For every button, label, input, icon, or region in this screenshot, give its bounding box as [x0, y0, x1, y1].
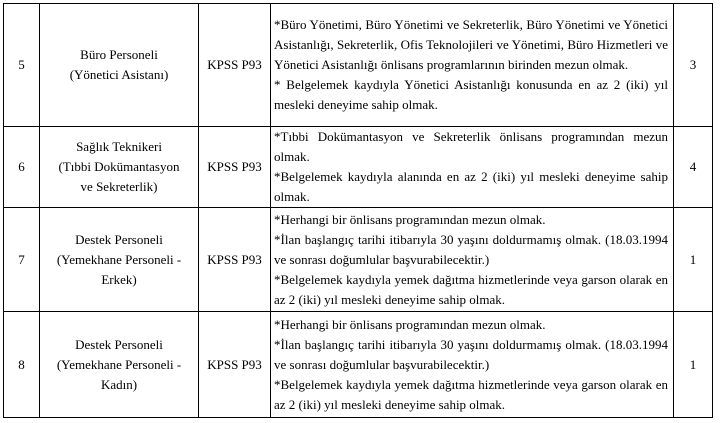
requirement-item: *Belgelemek kaydıyla alanında en az 2 (iki) yıl mesleki deneyime sahip olmak. [274, 169, 668, 204]
position-title [40, 127, 199, 208]
quota-count: 1 [674, 208, 713, 312]
exam-score-type: KPSS P93 [199, 312, 271, 418]
position-line: Destek Personeli [75, 231, 163, 247]
requirement-item: *Tıbbi Dokümantasyon ve Sekreterlik önlisans programından mezun olmak. [274, 129, 668, 164]
position-line: Sağlık Teknikeri [76, 139, 162, 154]
requirement-item: *İlan başlangıç tarihi itibarıyla 30 yaşını doldurmamış olmak. (18.03.1994 ve sonrası doğumlular başvurabilecektir.) [274, 336, 668, 372]
exam-score-type: KPSS P93 [199, 4, 271, 127]
requirement-item: *Belgelemek kaydıyla yemek dağıtma hizmetlerinde veya garson olarak en az 2 (iki) yıl mesleki deneyime sahip olmak. [274, 271, 668, 307]
row-number: 7 [4, 208, 40, 312]
table-row [4, 4, 713, 127]
exam-score-type: KPSS P93 [199, 127, 271, 208]
position-title [40, 4, 199, 127]
requirements-cell [271, 127, 674, 208]
requirement-item: *İlan başlangıç tarihi itibarıyla 30 yaşını doldurmamış olmak. (18.03.1994 ve sonrası doğumlular başvurabilecektir.) [274, 231, 668, 267]
table-row [4, 208, 713, 312]
position-title [40, 208, 199, 312]
requirement-item: *Herhangi bir önlisans programından mezun olmak. [274, 211, 546, 227]
requirements-cell [271, 4, 674, 127]
quota-count: 3 [674, 4, 713, 127]
requirement-item: *Büro Yönetimi, Büro Yönetimi ve Sekreterlik, Büro Yönetimi ve Yönetici Asistanlığı, Sekreterlik, Ofis Teknolojileri ve Yönetimi, Büro Hizmetleri ve Yönetici Asistanlığı önlisans programlarının birinden mezun olmak. [274, 17, 668, 72]
position-line: Erkek) [101, 271, 137, 287]
quota-count: 1 [674, 312, 713, 418]
requirements-cell [271, 312, 674, 418]
exam-score-type: KPSS P93 [199, 208, 271, 312]
position-line: (Tıbbi Dokümantasyon [58, 159, 180, 174]
requirement-item: * Belgelemek kaydıyla Yönetici Asistanlığı konusunda en az 2 (iki) yıl mesleki deneyime sahip olmak. [274, 77, 668, 112]
row-number: 8 [4, 312, 40, 418]
row-number: 5 [4, 4, 40, 127]
position-line: (Yemekhane Personeli - [56, 251, 182, 267]
quota-count: 4 [674, 127, 713, 208]
positions-table [3, 3, 713, 418]
position-line: Büro Personeli [80, 47, 158, 62]
requirements-cell [271, 208, 674, 312]
position-line: ve Sekreterlik) [80, 179, 158, 194]
table-row [4, 312, 713, 418]
position-line: Destek Personeli [75, 336, 163, 352]
row-number: 6 [4, 127, 40, 208]
position-line: Kadın) [100, 376, 138, 392]
requirement-item: *Herhangi bir önlisans programından mezun olmak. [274, 316, 546, 332]
table-row [4, 127, 713, 208]
position-line: (Yemekhane Personeli - [56, 356, 182, 372]
position-line: (Yönetici Asistanı) [69, 67, 169, 82]
requirement-item: *Belgelemek kaydıyla yemek dağıtma hizmetlerinde veya garson olarak en az 2 (iki) yıl mesleki deneyime sahip olmak. [274, 376, 668, 412]
position-title [40, 312, 199, 418]
